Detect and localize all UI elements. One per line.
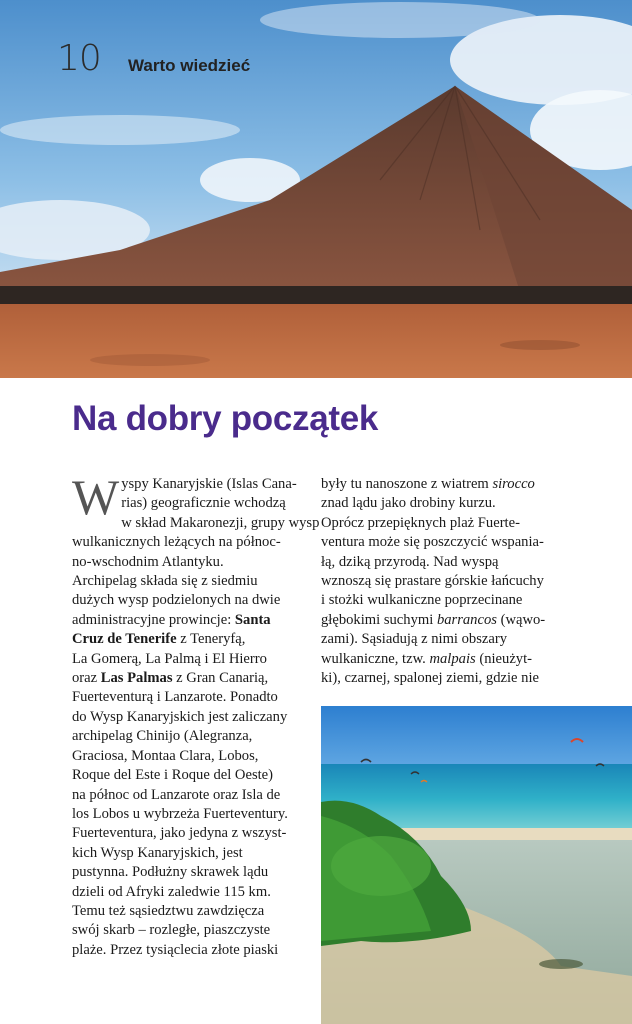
italic-term: barrancos bbox=[436, 611, 497, 628]
text-line: Fuerteventura, jako jedyna z wszyst- bbox=[72, 825, 287, 842]
text-line: La Gomerą, La Palmą i El Hierro bbox=[72, 650, 267, 667]
text-line: pustynna. Podłużny skrawek lądu bbox=[72, 864, 269, 881]
text-line: Fuerteventurą i Lanzarote. Ponadto bbox=[72, 689, 278, 706]
place-name-bold: Cruz de Tenerife bbox=[72, 631, 177, 648]
text-line: Oprócz przepięknych plaż Fuerte- bbox=[321, 514, 520, 531]
text-line: dużych wysp podzielonych na dwie bbox=[72, 592, 281, 609]
text-line: i stożki wulkaniczne poprzecinane bbox=[321, 592, 523, 609]
text-line: Temu też sąsiedztwu zawdzięcza bbox=[72, 902, 265, 919]
text-line: no-wschodnim Atlantyku. bbox=[72, 553, 224, 570]
text-line: archipelag Chinijo (Alegranza, bbox=[72, 728, 253, 745]
text-line: rias) geograficznie wchodzą bbox=[121, 495, 286, 512]
text-column-right bbox=[321, 475, 551, 688]
text-line: los Lobos u wybrzeża Fuerteventury. bbox=[72, 805, 288, 822]
text-line: Graciosa, Montaa Clara, Lobos, bbox=[72, 747, 259, 764]
text-line: dzieli od Afryki zaledwie 115 km. bbox=[72, 883, 271, 900]
beach-photo bbox=[321, 706, 632, 1024]
text-line: wulkanicznych leżących na północ- bbox=[72, 534, 281, 551]
text-line: na północ od Lanzarote oraz Isla de bbox=[72, 786, 281, 803]
text-line: ki), czarnej, spalonej ziemi, gdzie nie bbox=[321, 670, 540, 687]
text-line: głębokimi suchymi barrancos (wąwo- bbox=[321, 611, 546, 628]
text-line: yspy Kanaryjskie (Islas Cana- bbox=[121, 476, 297, 492]
text-line: administracyjne prowincje: Santa bbox=[72, 611, 271, 628]
article-title: Na dobry początek bbox=[72, 399, 379, 438]
text-line: swój skarb – rozległe, piaszczyste bbox=[72, 922, 271, 939]
text-line: do Wysp Kanaryjskich jest zaliczany bbox=[72, 708, 288, 725]
place-name-bold: Las Palmas bbox=[100, 670, 173, 687]
italic-term: malpais bbox=[429, 650, 476, 667]
text-line: kich Wysp Kanaryjskich, jest bbox=[72, 844, 243, 861]
text-line: były tu nanoszone z wiatrem sirocco bbox=[321, 476, 535, 492]
text-line: ventura może się poszczycić wspania- bbox=[321, 534, 544, 551]
text-line: Cruz de Tenerife z Teneryfą, bbox=[72, 631, 246, 648]
text-line: zami). Sąsiadują z nimi obszary bbox=[321, 631, 508, 648]
text-line: w skład Makaronezji, grupy wysp bbox=[121, 514, 320, 531]
section-title: Warto wiedzieć bbox=[128, 56, 251, 75]
text-line: wznoszą się prastare górskie łańcuchy bbox=[321, 573, 544, 590]
text-line: oraz Las Palmas z Gran Canarią, bbox=[72, 670, 269, 687]
drop-cap: W bbox=[72, 469, 120, 525]
text-line: plaże. Przez tysiąclecia złote piaski bbox=[72, 941, 279, 958]
text-line: Roque del Este i Roque del Oeste) bbox=[72, 767, 274, 784]
page-number: 10 bbox=[57, 38, 101, 79]
text-line: znad lądu jako drobiny kurzu. bbox=[321, 495, 496, 512]
text-line: łą, dziką przyrodą. Nad wyspą bbox=[321, 553, 499, 570]
place-name-bold: Santa bbox=[234, 611, 271, 628]
italic-term: sirocco bbox=[492, 476, 535, 492]
text-line: wulkaniczne, tzw. malpais (nieużyt- bbox=[321, 650, 533, 667]
text-line: Archipelag składa się z siedmiu bbox=[72, 573, 258, 590]
text-column-left bbox=[72, 469, 320, 960]
